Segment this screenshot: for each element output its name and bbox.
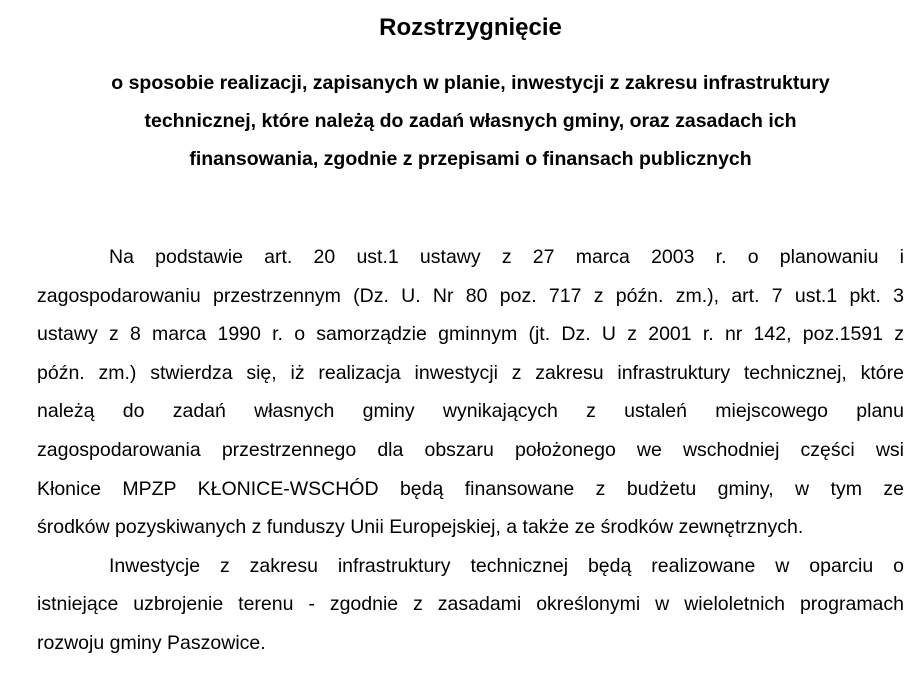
paragraph-line: ustawy z 8 marca 1990 r. o samorządzie gminnym (jt. Dz. U z 2001 r. nr 142, poz.1591 z: [37, 323, 904, 346]
document-subtitle: [37, 64, 904, 178]
paragraph-legal-basis: [37, 238, 904, 547]
paragraph-line: istniejące uzbrojenie terenu - zgodnie z zasadami określonymi w wieloletnich programach: [37, 593, 904, 616]
paragraph-line: późn. zm.) stwierdza się, iż realizacja inwestycji z zakresu infrastruktury technicznej, które: [37, 361, 904, 384]
paragraph-investments: [37, 547, 904, 663]
paragraph-line: Inwestycje z zakresu infrastruktury technicznej będą realizowane w oparciu o: [109, 554, 904, 577]
paragraph-line: Kłonice MPZP KŁONICE-WSCHÓD będą finansowane z budżetu gminy, w tym ze: [37, 477, 904, 500]
paragraph-line: należą do zadań własnych gminy wynikających z ustaleń miejscowego planu: [37, 400, 904, 423]
paragraph-line: Na podstawie art. 20 ust.1 ustawy z 27 marca 2003 r. o planowaniu i: [109, 246, 904, 268]
subtitle-line: o sposobie realizacji, zapisanych w planie, inwestycji z zakresu infrastruktury: [111, 72, 830, 94]
subtitle-line: technicznej, które należą do zadań własnych gminy, oraz zasadach ich: [144, 110, 797, 132]
document-title: Rozstrzygnięcie: [379, 14, 562, 41]
paragraph-line: rozwoju gminy Paszowice.: [37, 631, 266, 654]
paragraph-line: zagospodarowania przestrzennego dla obszaru położonego we wschodniej części wsi: [37, 438, 904, 461]
subtitle-line: finansowania, zgodnie z przepisami o finansach publicznych: [189, 148, 752, 170]
document-body: [37, 238, 904, 663]
paragraph-line: zagospodarowaniu przestrzennym (Dz. U. Nr 80 poz. 717 z późn. zm.), art. 7 ust.1 pkt. 3: [37, 284, 904, 307]
paragraph-line: środków pozyskiwanych z funduszy Unii Europejskiej, a także ze środków zewnętrznych.: [37, 516, 804, 539]
